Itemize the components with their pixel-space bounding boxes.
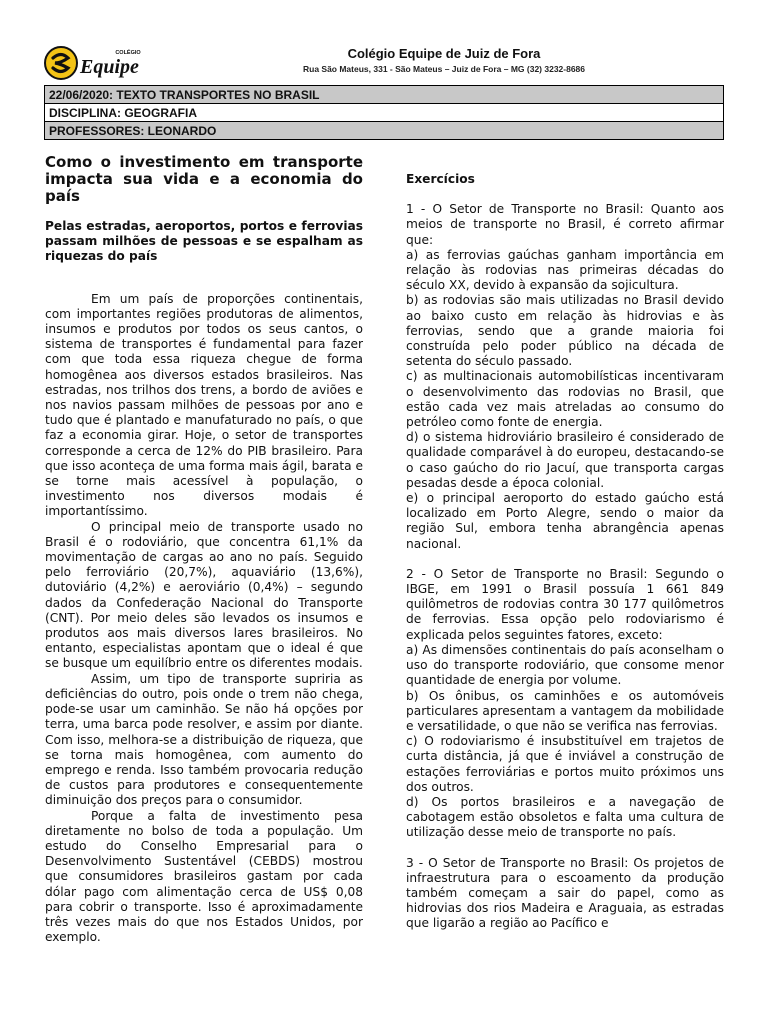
article-paragraph: Em um país de proporções continentais, com importantes regiões produtoras de alimentos, insumos e produtos por todos os seus cantos, o sistema de transportes é fundamental para fazer com que toda essa riqueza chegue de forma homogênea aos diversos estados brasileiros. Nas estradas, nos trilhos dos trens, a bordo de aviões e nos navios passam milhões de pessoas por ano e tudo que é plantado e manufaturado no país, o que faz a economia girar. Hoje, o setor de transportes corresponde a cerca de 12% do PIB brasileiro. Para que isso aconteça de uma forma mais ágil, barata e se torne mais acessível à população, o investimento nos diversos modais é importantíssimo. [45,291,363,519]
question-3-stem: 3 - O Setor de Transporte no Brasil: Os projetos de infraestrutura para o escoamento da produção também começam a sair do papel, como as hidrovias dos rios Madeira e Araguaia, as estradas que ligarão a região ao Pacífico e [406,855,724,931]
subject: DISCIPLINA: GEOGRAFIA [45,104,724,122]
question-1-option-e: e) o principal aeroporto do estado gaúcho está localizado em Porto Alegre, sendo o maior da região Sul, embora tenha abrangência apenas nacional. [406,491,724,551]
question-2-option-c: c) O rodoviarismo é insubstituível em trajetos de curta distância, já que é inviável a construção de estações ferroviárias e portos muito próximos uns dos outros. [406,734,724,794]
article-paragraph: Assim, um tipo de transporte supriria as deficiências do outro, pois onde o trem não chega, pode-se usar um caminhão. Se não há opções por terra, uma barca pode resolver, e assim por diante. Com isso, melhora-se a distribuição de riqueza, que se torna mais homogênea, com aumento do emprego e renda. Isso também provocaria redução de custos para produtores e consequentemente diminuição dos preços para o consumidor. [45,671,363,808]
exercises-title: Exercícios [406,172,475,186]
question-1-option-b: b) as rodovias são mais utilizadas no Brasil devido ao baixo custo em relação às hidrovias e às ferrovias, sendo que a grande maioria foi construída pelo poder público na década de setenta do século passado. [406,293,724,369]
article-title: Como o investimento em transporte impacta sua vida e a economia do país [45,153,363,205]
question-1-option-a: a) as ferrovias gaúchas ganham importância em relação às rodovias nas primeiras décadas do século XX, devido à expansão da sojicultura. [406,247,724,293]
question-2-option-a: a) As dimensões continentais do país aconselham o uso do transporte rodoviário, que consome menor quantidade de energia por volume. [406,642,724,688]
page-header [44,44,724,84]
question-1-option-d: d) o sistema hidroviário brasileiro é considerado de qualidade comparável à do europeu, destacando-se o caso gaúcho do rio Jacuí, que transporta cargas pesadas desde a época colonial. [406,430,724,490]
school-address: Rua São Mateus, 331 - São Mateus – Juiz de Fora – MG (32) 3232-8686 [302,64,586,74]
school-name: Colégio Equipe de Juiz de Fora [347,46,541,61]
question-2-stem: 2 - O Setor de Transporte no Brasil: Segundo o IBGE, em 1991 o Brasil possuía 1 661 849 quilômetros de rodovias contra 30 177 quilômetros de ferrovias. Essa opção pelo rodoviarismo é explicada pelos seguintes fatores, exceto: [406,566,724,642]
article-paragraph: Porque a falta de investimento pesa diretamente no bolso de toda a população. Um estudo do Conselho Empresarial para o Desenvolvimento Sustentável (CEBDS) mostrou que consumidores brasileiros gastam por cada dólar pago com alimentação cerca de US$ 0,08 para cobrir o transporte. Isso é aproximadamente três vezes mais do que nos Estados Unidos, por exemplo. [45,808,363,945]
info-table [44,85,724,140]
article-subtitle: Pelas estradas, aeroportos, portos e ferrovias passam milhões de pessoas e se espalham as riquezas do país [45,219,363,264]
article-column [45,152,363,945]
exercises-column [406,152,724,932]
date-title: 22/06/2020: TEXTO TRANSPORTES NO BRASIL [45,86,724,104]
logo-top-text: COLÉGIO [115,50,141,56]
article-paragraph: O principal meio de transporte usado no Brasil é o rodoviário, que concentra 61,1% da movimentação de cargas ao ano no país. Seguido pelo ferroviário (20,7%), aquaviário (13,6%), dutoviário (4,2%) e aeroviário (0,4%) – segundo dados da Confederação Nacional do Transporte (CNT). Por meio deles são levados os insumos e produtos aos mais diversos lares brasileiros. No entanto, especialistas apontam que o ideal é que se busque um equilíbrio entre os diferentes modais. [45,519,363,671]
logo-brand: Equipe [80,56,139,78]
question-1-stem: 1 - O Setor de Transporte no Brasil: Quanto aos meios de transporte no Brasil, é correto afirmar que: [406,202,724,247]
question-2-option-b: b) Os ônibus, os caminhões e os automóveis particulares apresentam a vantagem da mobilidade e versatilidade, o que não se verifica nas ferrovias. [406,688,724,733]
question-1-option-c: c) as multinacionais automobilísticas incentivaram o desenvolvimento das rodovias no Brasil, que estão cada vez mais atreladas ao consumo do petróleo como fonte de energia. [406,369,724,430]
question-2-option-d: d) Os portos brasileiros e a navegação de cabotagem estão obsoletos e falta uma cultura de utilização desse meio de transporte no país. [406,794,724,840]
teachers: PROFESSORES: LEONARDO [45,122,724,140]
